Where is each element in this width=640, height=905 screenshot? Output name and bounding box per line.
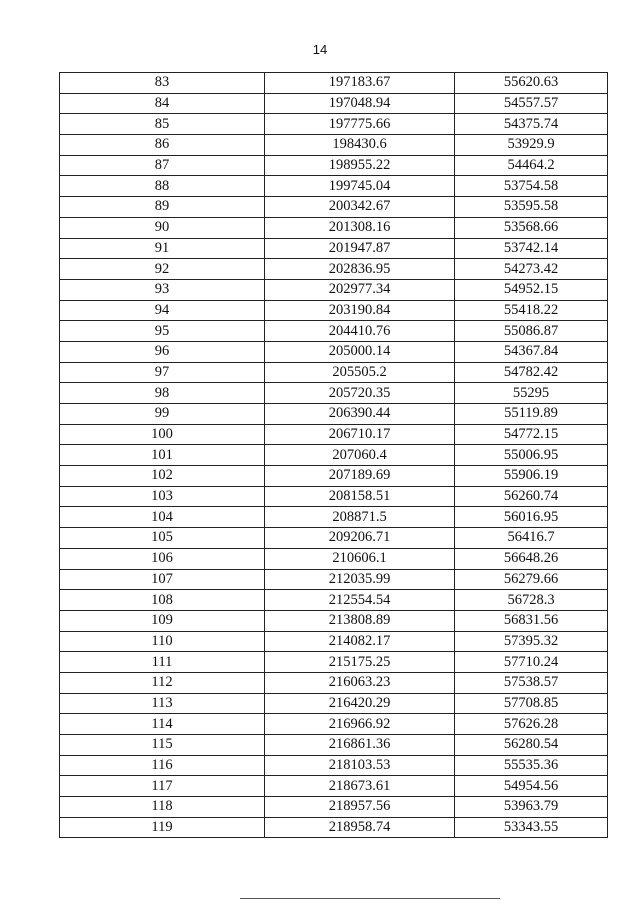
point-number-cell: 83 <box>60 73 265 94</box>
y-coordinate-cell: 55418.22 <box>455 300 608 321</box>
y-coordinate-cell: 55620.63 <box>455 73 608 94</box>
x-coordinate-cell: 218673.61 <box>265 776 455 797</box>
y-coordinate-cell: 54273.42 <box>455 259 608 280</box>
x-coordinate-cell: 201308.16 <box>265 217 455 238</box>
point-number-cell: 93 <box>60 279 265 300</box>
coordinates-table <box>59 72 608 838</box>
y-coordinate-cell: 54952.15 <box>455 279 608 300</box>
table-row <box>60 610 608 631</box>
table-row <box>60 652 608 673</box>
x-coordinate-cell: 213808.89 <box>265 610 455 631</box>
point-number-cell: 91 <box>60 238 265 259</box>
point-number-cell: 89 <box>60 197 265 218</box>
point-number-cell: 112 <box>60 672 265 693</box>
x-coordinate-cell: 205000.14 <box>265 341 455 362</box>
table-row <box>60 631 608 652</box>
y-coordinate-cell: 54367.84 <box>455 341 608 362</box>
point-number-cell: 94 <box>60 300 265 321</box>
y-coordinate-cell: 57626.28 <box>455 714 608 735</box>
x-coordinate-cell: 200342.67 <box>265 197 455 218</box>
x-coordinate-cell: 197183.67 <box>265 73 455 94</box>
y-coordinate-cell: 56728.3 <box>455 590 608 611</box>
x-coordinate-cell: 214082.17 <box>265 631 455 652</box>
x-coordinate-cell: 208871.5 <box>265 507 455 528</box>
y-coordinate-cell: 55119.89 <box>455 404 608 425</box>
x-coordinate-cell: 201947.87 <box>265 238 455 259</box>
y-coordinate-cell: 54375.74 <box>455 114 608 135</box>
x-coordinate-cell: 212035.99 <box>265 569 455 590</box>
table-row <box>60 93 608 114</box>
y-coordinate-cell: 53754.58 <box>455 176 608 197</box>
point-number-cell: 87 <box>60 155 265 176</box>
x-coordinate-cell: 212554.54 <box>265 590 455 611</box>
table-row <box>60 321 608 342</box>
y-coordinate-cell: 54772.15 <box>455 424 608 445</box>
x-coordinate-cell: 199745.04 <box>265 176 455 197</box>
y-coordinate-cell: 54954.56 <box>455 776 608 797</box>
x-coordinate-cell: 207060.4 <box>265 445 455 466</box>
y-coordinate-cell: 57710.24 <box>455 652 608 673</box>
x-coordinate-cell: 210606.1 <box>265 548 455 569</box>
x-coordinate-cell: 218958.74 <box>265 817 455 838</box>
table-row <box>60 176 608 197</box>
x-coordinate-cell: 207189.69 <box>265 466 455 487</box>
table-row <box>60 197 608 218</box>
table-row <box>60 300 608 321</box>
x-coordinate-cell: 205720.35 <box>265 383 455 404</box>
x-coordinate-cell: 208158.51 <box>265 486 455 507</box>
point-number-cell: 107 <box>60 569 265 590</box>
x-coordinate-cell: 215175.25 <box>265 652 455 673</box>
point-number-cell: 97 <box>60 362 265 383</box>
y-coordinate-cell: 55906.19 <box>455 466 608 487</box>
y-coordinate-cell: 54464.2 <box>455 155 608 176</box>
y-coordinate-cell: 56416.7 <box>455 528 608 549</box>
point-number-cell: 88 <box>60 176 265 197</box>
point-number-cell: 106 <box>60 548 265 569</box>
point-number-cell: 103 <box>60 486 265 507</box>
point-number-cell: 108 <box>60 590 265 611</box>
point-number-cell: 100 <box>60 424 265 445</box>
table-row <box>60 466 608 487</box>
table-row <box>60 404 608 425</box>
point-number-cell: 118 <box>60 797 265 818</box>
x-coordinate-cell: 203190.84 <box>265 300 455 321</box>
point-number-cell: 98 <box>60 383 265 404</box>
table-row <box>60 73 608 94</box>
page-number: 14 <box>312 42 328 57</box>
x-coordinate-cell: 216861.36 <box>265 735 455 756</box>
table-row <box>60 528 608 549</box>
table-row <box>60 507 608 528</box>
table-row <box>60 362 608 383</box>
table-row <box>60 155 608 176</box>
x-coordinate-cell: 216420.29 <box>265 693 455 714</box>
point-number-cell: 86 <box>60 135 265 156</box>
y-coordinate-cell: 55086.87 <box>455 321 608 342</box>
x-coordinate-cell: 197048.94 <box>265 93 455 114</box>
table-row <box>60 590 608 611</box>
point-number-cell: 101 <box>60 445 265 466</box>
y-coordinate-cell: 55535.36 <box>455 755 608 776</box>
point-number-cell: 115 <box>60 735 265 756</box>
table-row <box>60 445 608 466</box>
point-number-cell: 85 <box>60 114 265 135</box>
x-coordinate-cell: 216063.23 <box>265 672 455 693</box>
table-row <box>60 217 608 238</box>
y-coordinate-cell: 56831.56 <box>455 610 608 631</box>
x-coordinate-cell: 218957.56 <box>265 797 455 818</box>
y-coordinate-cell: 56016.95 <box>455 507 608 528</box>
x-coordinate-cell: 202836.95 <box>265 259 455 280</box>
table-row <box>60 135 608 156</box>
point-number-cell: 96 <box>60 341 265 362</box>
y-coordinate-cell: 56260.74 <box>455 486 608 507</box>
point-number-cell: 84 <box>60 93 265 114</box>
y-coordinate-cell: 53929.9 <box>455 135 608 156</box>
point-number-cell: 99 <box>60 404 265 425</box>
point-number-cell: 109 <box>60 610 265 631</box>
y-coordinate-cell: 54557.57 <box>455 93 608 114</box>
table-row <box>60 548 608 569</box>
x-coordinate-cell: 202977.34 <box>265 279 455 300</box>
table-row <box>60 259 608 280</box>
y-coordinate-cell: 53963.79 <box>455 797 608 818</box>
y-coordinate-cell: 56280.54 <box>455 735 608 756</box>
table-row <box>60 714 608 735</box>
table-row <box>60 817 608 838</box>
table-row <box>60 341 608 362</box>
y-coordinate-cell: 53568.66 <box>455 217 608 238</box>
point-number-cell: 110 <box>60 631 265 652</box>
table-row <box>60 735 608 756</box>
table-row <box>60 755 608 776</box>
x-coordinate-cell: 206390.44 <box>265 404 455 425</box>
point-number-cell: 116 <box>60 755 265 776</box>
y-coordinate-cell: 53742.14 <box>455 238 608 259</box>
x-coordinate-cell: 198430.6 <box>265 135 455 156</box>
y-coordinate-cell: 57538.57 <box>455 672 608 693</box>
table-row <box>60 776 608 797</box>
table-row <box>60 383 608 404</box>
table-row <box>60 114 608 135</box>
bottom-divider <box>240 898 500 899</box>
y-coordinate-cell: 56279.66 <box>455 569 608 590</box>
x-coordinate-cell: 198955.22 <box>265 155 455 176</box>
point-number-cell: 117 <box>60 776 265 797</box>
y-coordinate-cell: 55006.95 <box>455 445 608 466</box>
table-row <box>60 424 608 445</box>
point-number-cell: 104 <box>60 507 265 528</box>
table-row <box>60 693 608 714</box>
x-coordinate-cell: 205505.2 <box>265 362 455 383</box>
y-coordinate-cell: 57708.85 <box>455 693 608 714</box>
point-number-cell: 114 <box>60 714 265 735</box>
x-coordinate-cell: 204410.76 <box>265 321 455 342</box>
table-row <box>60 238 608 259</box>
x-coordinate-cell: 218103.53 <box>265 755 455 776</box>
point-number-cell: 90 <box>60 217 265 238</box>
y-coordinate-cell: 54782.42 <box>455 362 608 383</box>
x-coordinate-cell: 209206.71 <box>265 528 455 549</box>
table-row <box>60 569 608 590</box>
table-row <box>60 797 608 818</box>
point-number-cell: 119 <box>60 817 265 838</box>
x-coordinate-cell: 206710.17 <box>265 424 455 445</box>
y-coordinate-cell: 57395.32 <box>455 631 608 652</box>
table-row <box>60 486 608 507</box>
x-coordinate-cell: 216966.92 <box>265 714 455 735</box>
x-coordinate-cell: 197775.66 <box>265 114 455 135</box>
y-coordinate-cell: 55295 <box>455 383 608 404</box>
y-coordinate-cell: 56648.26 <box>455 548 608 569</box>
point-number-cell: 105 <box>60 528 265 549</box>
table-row <box>60 279 608 300</box>
table-row <box>60 672 608 693</box>
point-number-cell: 92 <box>60 259 265 280</box>
point-number-cell: 95 <box>60 321 265 342</box>
y-coordinate-cell: 53595.58 <box>455 197 608 218</box>
point-number-cell: 111 <box>60 652 265 673</box>
point-number-cell: 113 <box>60 693 265 714</box>
y-coordinate-cell: 53343.55 <box>455 817 608 838</box>
point-number-cell: 102 <box>60 466 265 487</box>
